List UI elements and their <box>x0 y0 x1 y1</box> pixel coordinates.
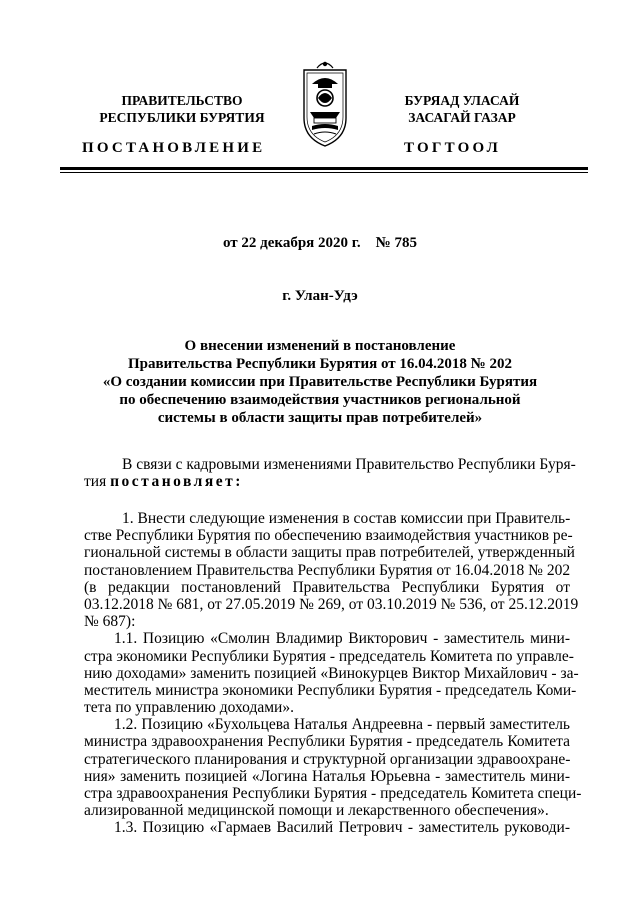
doc-type-bur: ТОГТООЛ <box>404 140 501 156</box>
preamble-line: В связи с кадровыми изменениями Правительство Республики Буря- <box>122 456 576 473</box>
preamble-line <box>84 473 570 490</box>
item-1-2-line: министра здравоохранения Республики Бурятия - председатель Комитета <box>84 733 570 751</box>
preamble <box>84 456 576 491</box>
decree-keyword: постановляет: <box>110 473 243 491</box>
header-right <box>372 92 552 126</box>
header-left-line1: ПРАВИТЕЛЬСТВО <box>121 93 243 108</box>
item-1-line: (в редакции постановлений Правительства Республики Бурятия от <box>84 578 570 596</box>
item-1 <box>84 510 582 837</box>
header-right-line2: ЗАСАГАЙ ГАЗАР <box>408 110 516 125</box>
item-1-2-line: стра здравоохранения Республики Бурятия - председатель Комитета специ- <box>84 785 582 802</box>
coat-of-arms-emblem <box>300 58 350 148</box>
item-1-line: № 687): <box>84 613 136 631</box>
item-1-2-line: ализированной медицинской помощи и лекарственного обеспечения». <box>84 802 549 820</box>
city: г. Улан-Удэ <box>282 288 358 304</box>
document-title <box>70 337 570 427</box>
item-1-2-line: стратегического планирования и структурной организации здравоохране- <box>84 750 571 768</box>
preamble-prefix: тия <box>84 473 111 491</box>
item-1-1-line: 1.1. Позицию «Смолин Владимир Викторович - заместитель мини- <box>114 630 570 648</box>
item-1-line: постановлением Правительства Республики Бурятия от 16.04.2018 № 202 <box>84 561 571 579</box>
title-line: по обеспечению взаимодействия участников региональной <box>119 392 521 408</box>
item-1-1-line: тета по управлению доходами». <box>84 699 294 717</box>
item-1-line: 03.12.2018 № 681, от 27.05.2019 № 269, от 03.10.2019 № 536, от 25.12.2019 <box>84 595 579 613</box>
item-1-line: гиональной системы в области защиты прав потребителей, утвержденный <box>84 544 575 562</box>
item-1-1-line: нию доходами» заменить позицией «Винокурцев Виктор Михайлович - за- <box>84 664 579 682</box>
item-1-2-line: ния» заменить позицией «Логина Наталья Юрьевна - заместитель мини- <box>84 767 570 785</box>
title-line: О внесении изменений в постановление <box>184 338 456 354</box>
header-rule-thin <box>60 172 588 173</box>
title-line: Правительства Республики Бурятия от 16.04.2018 № 202 <box>127 356 512 372</box>
item-1-line: стве Республики Бурятия по обеспечению взаимодействия участников ре- <box>84 527 573 545</box>
doc-type-ru: ПОСТАНОВЛЕНИЕ <box>82 140 266 156</box>
date-number: от 22 декабря 2020 г. № 785 <box>223 235 417 251</box>
item-1-1-line: стра экономики Республики Бурятия - председатель Комитета по управле- <box>84 647 574 665</box>
header-left <box>92 92 272 126</box>
header-right-line1: БУРЯАД УЛАСАЙ <box>404 93 520 108</box>
item-1-3-line: 1.3. Позицию «Гармаев Василий Петрович - заместитель руководи- <box>114 819 570 837</box>
title-line: «О создании комиссии при Правительстве Республики Бурятия <box>102 374 538 390</box>
header-left-line2: РЕСПУБЛИКИ БУРЯТИЯ <box>99 110 265 125</box>
header-rule-thick <box>60 167 588 170</box>
item-1-2-line: 1.2. Позицию «Бухольцева Наталья Андреевна - первый заместитель <box>114 716 570 734</box>
item-1-1-line: меститель министра экономики Республики Бурятия - председатель Коми- <box>84 681 577 699</box>
title-line: системы в области защиты прав потребителей» <box>157 410 483 426</box>
item-1-line: 1. Внести следующие изменения в состав комиссии при Правитель- <box>122 510 571 527</box>
